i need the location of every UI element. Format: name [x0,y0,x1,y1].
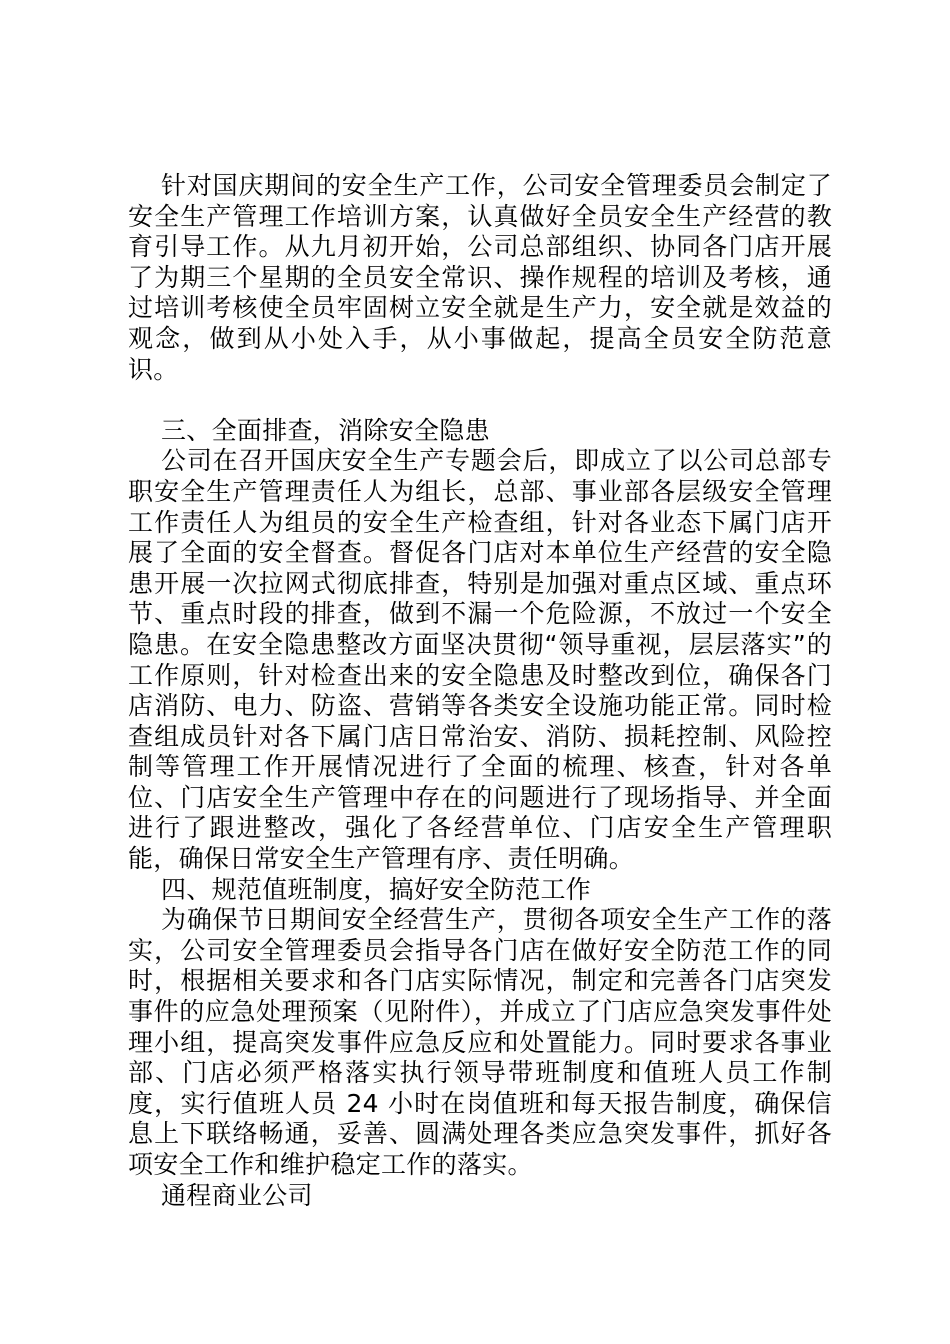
paragraph-training: 针对国庆期间的安全生产工作，公司安全管理委员会制定了安全生产管理工作培训方案，认真做好全员安全生产经营的教育引导工作。从九月初开始，公司总部组织、协同各门店开展了为期三个星期的全员安全常识、操作规程的培训及考核，通过培训考核使全员牢固树立安全就是生产力，安全就是效益的观念，做到从小处入手，从小事做起，提高全员安全防范意识。 [128,171,832,384]
paragraph-inspection: 公司在召开国庆安全生产专题会后，即成立了以公司总部专职安全生产管理责任人为组长，总部、事业部各层级安全管理工作责任人为组员的安全生产检查组，针对各业态下属门店开展了全面的安全督查。督促各门店对本单位生产经营的安全隐患开展一次拉网式彻底排查，特别是加强对重点区域、重点环节、重点时段的排查，做到不漏一个危险源，不放过一个安全隐患。在安全隐患整改方面坚决贯彻“领导重视，层层落实”的工作原则，针对检查出来的安全隐患及时整改到位，确保各门店消防、电力、防盗、营销等各类安全设施功能正常。同时检查组成员针对各下属门店日常治安、消防、损耗控制、风险控制等管理工作开展情况进行了全面的梳理、核查，针对各单位、门店安全生产管理中存在的问题进行了现场指导、并全面进行了跟进整改，强化了各经营单位、门店安全生产管理职能，确保日常安全生产管理有序、责任明确。 [128,446,832,874]
signature-company: 通程商业公司 [161,1180,313,1210]
section-heading-4: 四、规范值班制度，搞好安全防范工作 [161,874,592,904]
section-heading-3: 三、全面排查，消除安全隐患 [161,415,490,445]
paragraph-spacer [128,385,832,416]
paragraph-duty-system: 为确保节日期间安全经营生产，贯彻各项安全生产工作的落实，公司安全管理委员会指导各门店在做好安全防范工作的同时，根据相关要求和各门店实际情况，制定和完善各门店突发事件的应急处理预案（见附件），并成立了门店应急突发事件处理小组，提高突发事件应急反应和处置能力。同时要求各事业部、门店必须严格落实执行领导带班制度和值班人员工作制度，实行值班人员 24 小时在岗值班和每天报告制度，确保信息上下联络畅通，妥善、圆满处理各类应急突发事件，抓好各项安全工作和维护稳定工作的落实。 [128,905,832,1179]
document-body [128,171,832,1211]
